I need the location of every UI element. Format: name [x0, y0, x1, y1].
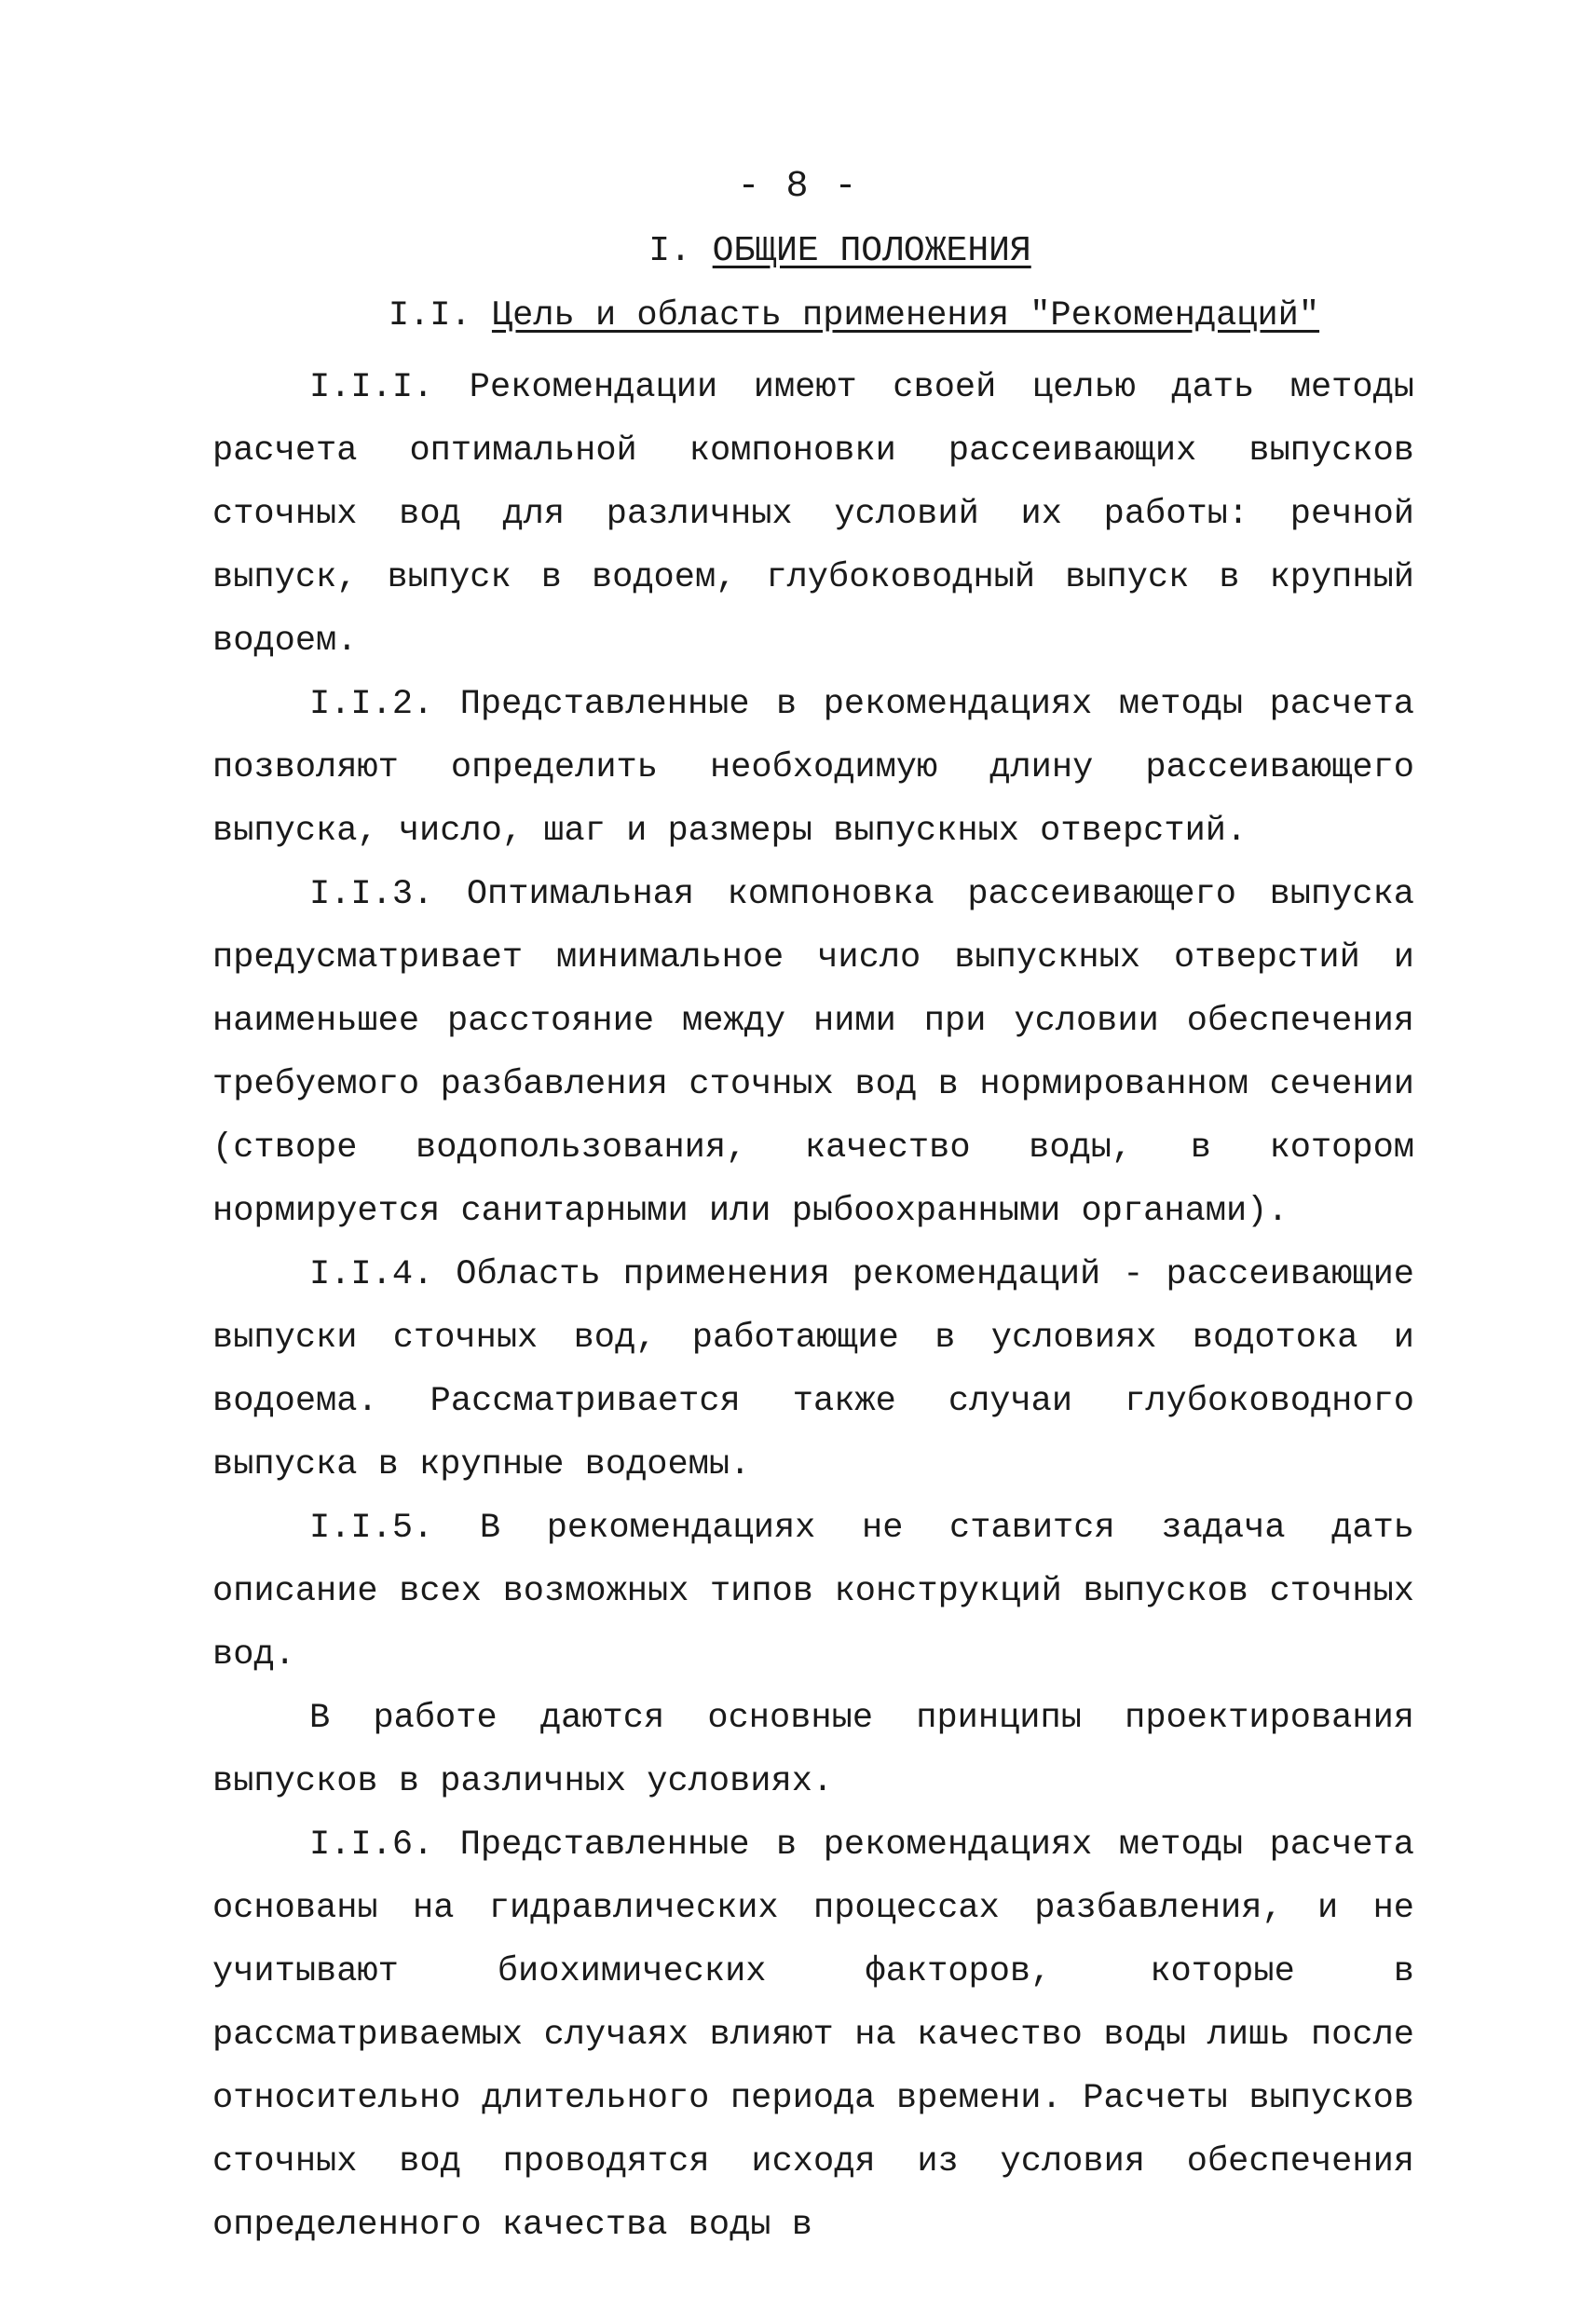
section-number: I. — [648, 231, 691, 271]
subsection-heading — [0, 296, 1596, 335]
subsection-number: I.I. — [388, 296, 471, 335]
paragraph-1-1-5: I.I.5. В рекомендациях не ставится задача дать описание всех возможных типов конструкций выпусков сточных вод. — [212, 1509, 1414, 1675]
paragraph-1-1-5-note: В работе даются основные принципы проектирования выпусков в различных условиях. — [212, 1699, 1414, 1801]
paragraph-1-1-4: I.I.4. Область применения рекомендаций - рассеивающие выпуски сточных вод, работающие в условиях водотока и водоема. Рассматривается также случаи глубоководного выпуска в крупные водоемы. — [212, 1255, 1414, 1484]
paragraph-1-1-2: I.I.2. Представленные в рекомендациях методы расчета позволяют определить необходимую длину рассеивающего выпуска, число, шаг и размеры выпускных отверстий. — [212, 685, 1414, 851]
subsection-title: Цель и область применения "Рекомендаций" — [491, 296, 1320, 335]
section-heading — [0, 231, 1596, 271]
paragraph-1-1-1: I.I.I. Рекомендации имеют своей целью дать методы расчета оптимальной компоновки рассеивающих выпусков сточных вод для различных условий их работы: речной выпуск, выпуск в водоем, глубоководный выпуск в крупный водоем. — [212, 368, 1414, 661]
section-title: ОБЩИЕ ПОЛОЖЕНИЯ — [712, 231, 1031, 271]
paragraph-1-1-3: I.I.3. Оптимальная компоновка рассеивающего выпуска предусматривает минимальное число выпускных отверстий и наименьшее расстояние между ними при условии обеспечения требуемого разбавления сточных вод в нормированном сечении (створе водопользования, качество воды, в котором нормируется санитарными или рыбоохранными органами). — [212, 875, 1414, 1231]
page-number: - 8 - — [737, 166, 859, 208]
body-text — [212, 356, 1414, 2257]
paragraph-1-1-6: I.I.6. Представленные в рекомендациях методы расчета основаны на гидравлических процессах разбавления, и не учитывают биохимических факторов, которые в рассматриваемых случаях влияют на качество воды лишь после относительно длительного периода времени. Расчеты выпусков сточных вод проводятся исходя из условия обеспечения определенного качества воды в — [212, 1826, 1414, 2245]
